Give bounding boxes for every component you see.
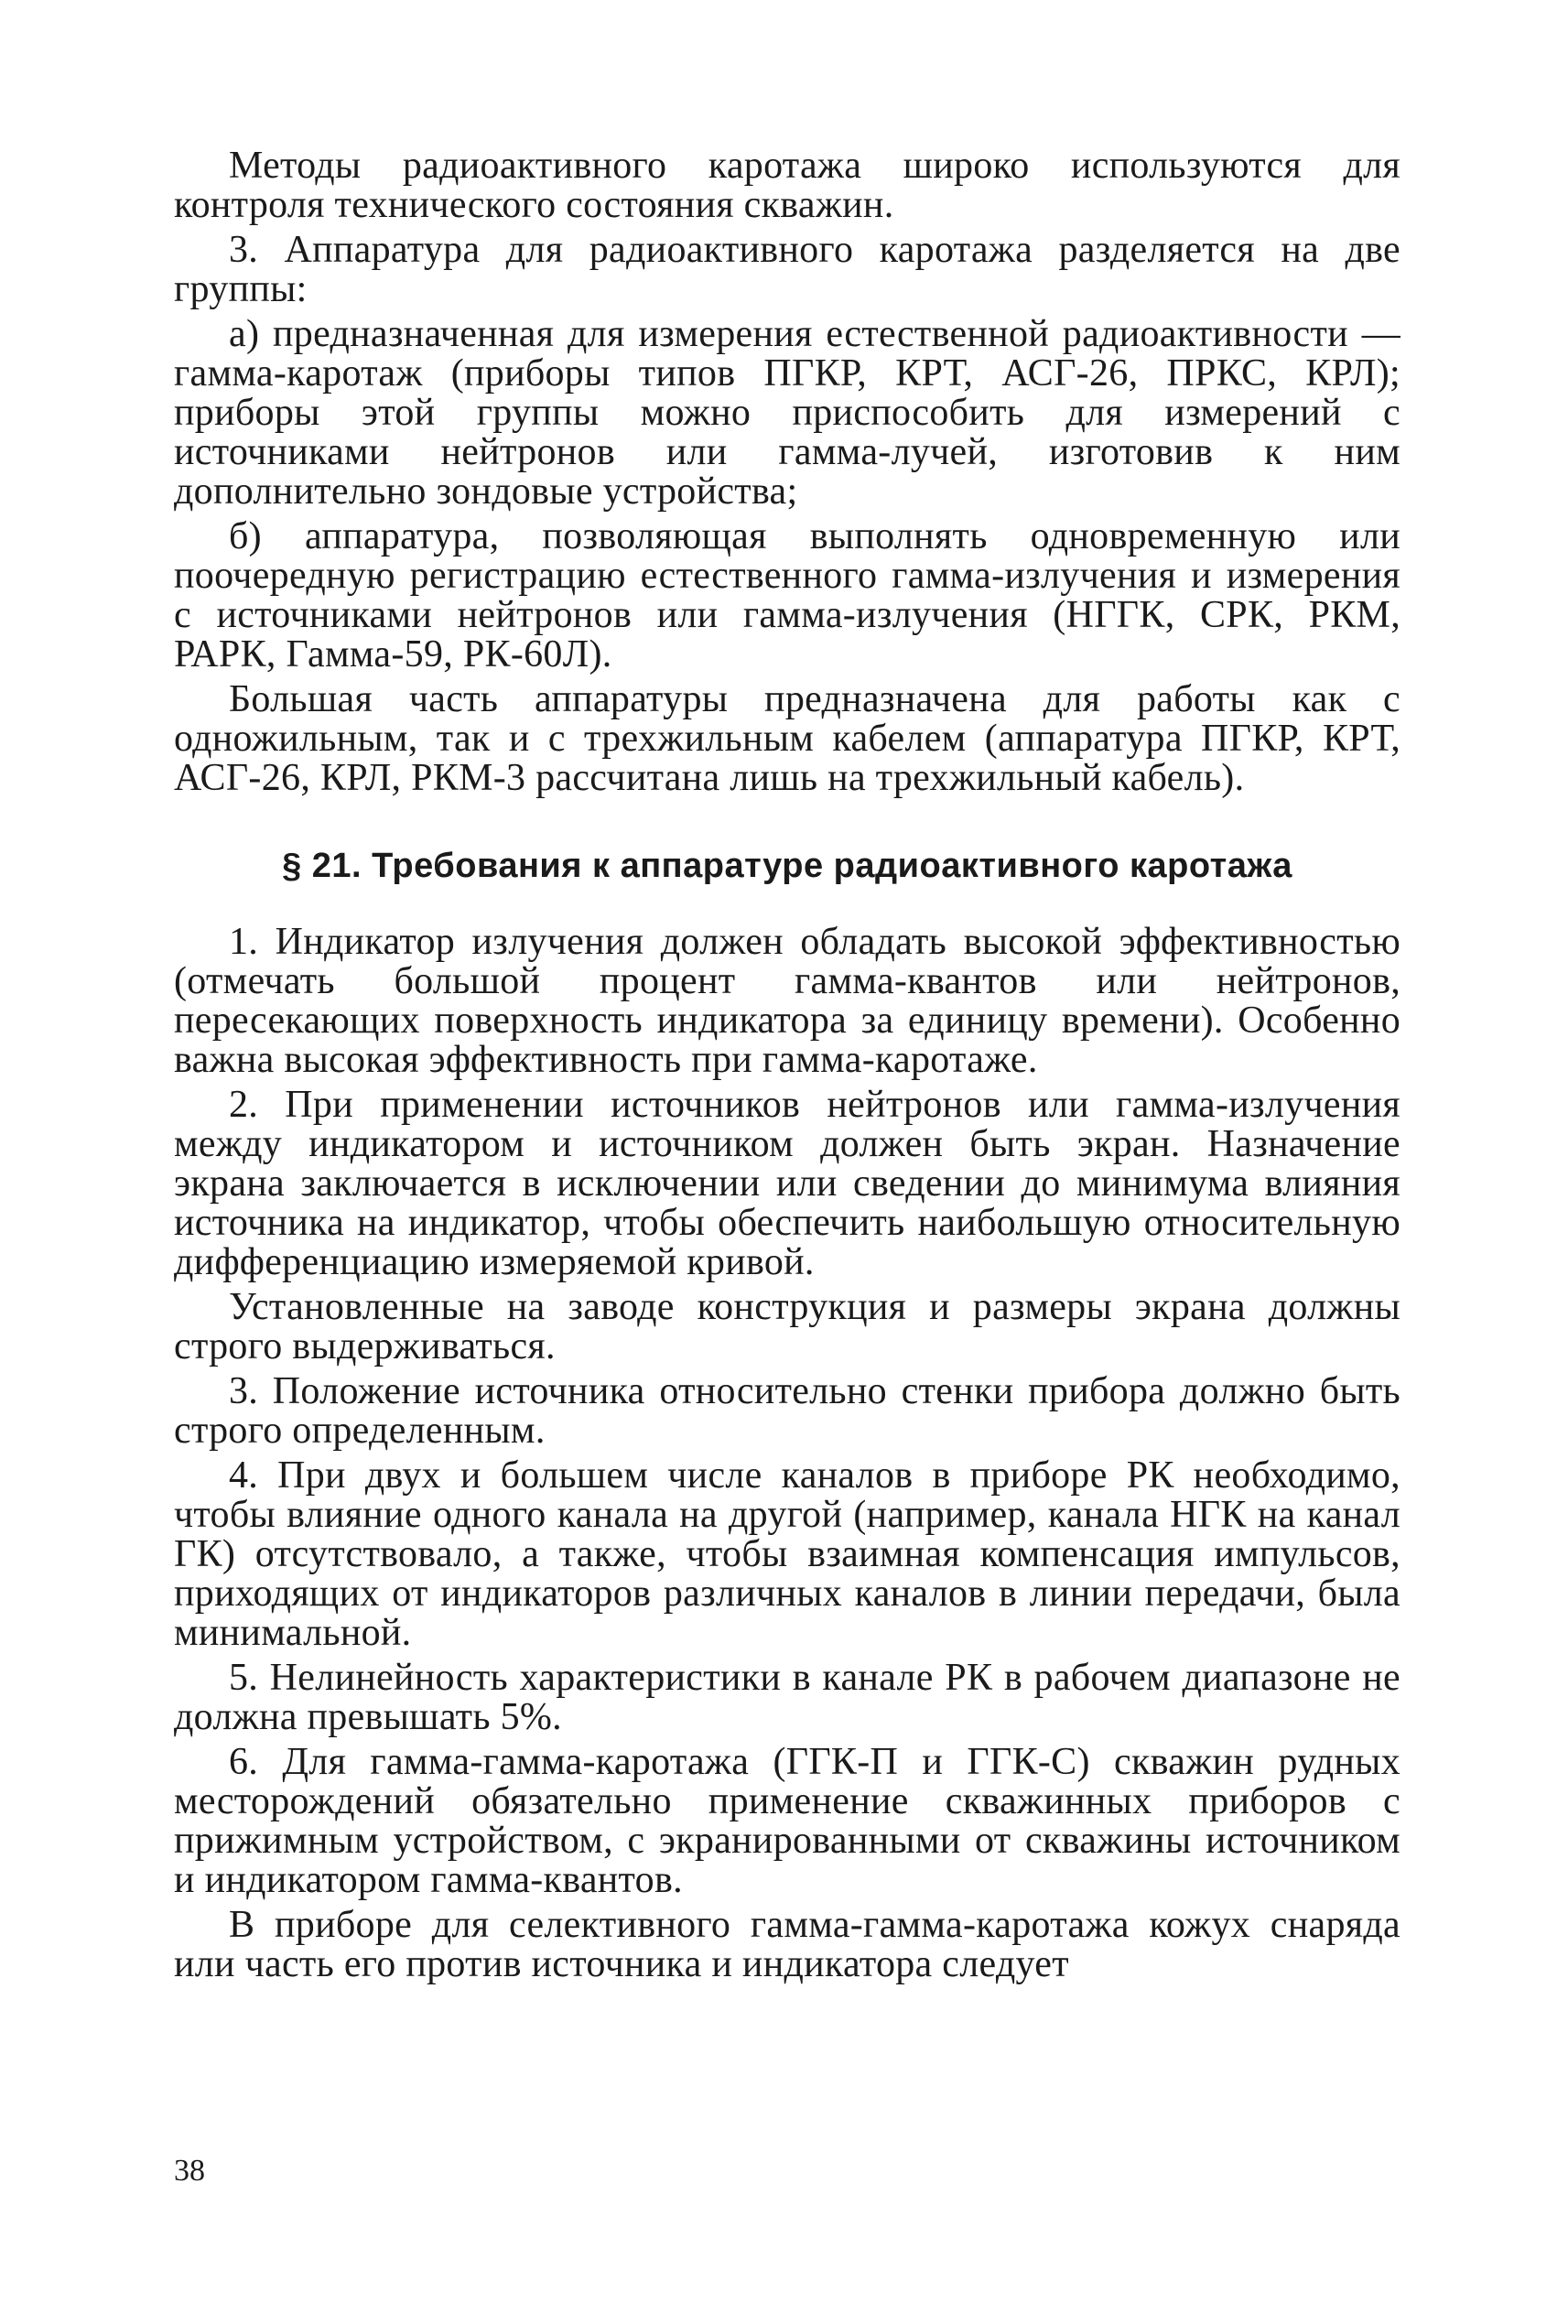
paragraph: Методы радиоактивного каротажа широко используются для контроля технического состояния скважин. [174,145,1400,226]
paragraph: 6. Для гамма-гамма-каротажа (ГГК-П и ГГК-С) скважин рудных месторождений обязательно применение скважинных приборов с прижимным устройством, с экранированными от скважины источником и индикатором гамма-квантов. [174,1741,1400,1901]
paragraph: Установленные на заводе конструкция и размеры экрана должны строго выдерживаться. [174,1286,1400,1367]
paragraph: а) предназначенная для измерения естественной радиоактивности — гамма-каротаж (приборы типов ПГКР, КРТ, АСГ-26, ПРКС, КРЛ); приборы этой группы можно приспособить для измерений с источниками нейтронов или гамма-лучей, изготовив к ним дополнительно зондовые устройства; [174,313,1400,513]
body-text [174,146,1400,1990]
paragraph: В приборе для селективного гамма-гамма-каротажа кожух снаряда или часть его против источника и индикатора следует [174,1904,1400,1985]
paragraph: 1. Индикатор излучения должен обладать высокой эффективностью (отмечать большой процент гамма-квантов или нейтронов, пересекающих поверхность индикатора за единицу времени). Особенно важна высокая эффективность при гамма-каротаже. [174,921,1400,1081]
page-number: 38 [174,2154,205,2188]
section-heading: § 21. Требования к аппаратуре радиоактивного каротажа [282,847,1292,885]
paragraph: 2. При применении источников нейтронов или гамма-излучения между индикатором и источником должен быть экран. Назначение экрана заключается в исключении или сведении до минимума влияния источника на индикатор, чтобы обеспечить наибольшую относительную дифференциацию измеряемой кривой. [174,1084,1400,1283]
paragraph: 3. Аппаратура для радиоактивного каротажа разделяется на две группы: [174,229,1400,310]
paragraph: 4. При двух и большем числе каналов в приборе РК необходимо, чтобы влияние одного канала на другой (например, канала НГК на канал ГК) отсутствовало, а также, чтобы взаимная компенсация импульсов, приходящих от индикаторов различных каналов в линии передачи, была минимальной. [174,1454,1400,1654]
paragraph: 5. Нелинейность характеристики в канале РК в рабочем диапазоне не должна превышать 5%. [174,1657,1400,1738]
paragraph: 3. Положение источника относительно стенки прибора должно быть строго определенным. [174,1370,1400,1452]
paragraph: б) аппаратура, позволяющая выполнять одновременную или поочередную регистрацию естественного гамма-излучения и измерения с источниками нейтронов или гамма-излучения (НГГК, СРК, РКМ, РАРК, Гамма-59, РК-60Л). [174,515,1400,676]
paragraph: Большая часть аппаратуры предназначена для работы как с одножильным, так и с трехжильным кабелем (аппаратура ПГКР, КРТ, АСГ-26, КРЛ, РКМ-3 рассчитана лишь на трехжильный кабель). [174,678,1400,799]
